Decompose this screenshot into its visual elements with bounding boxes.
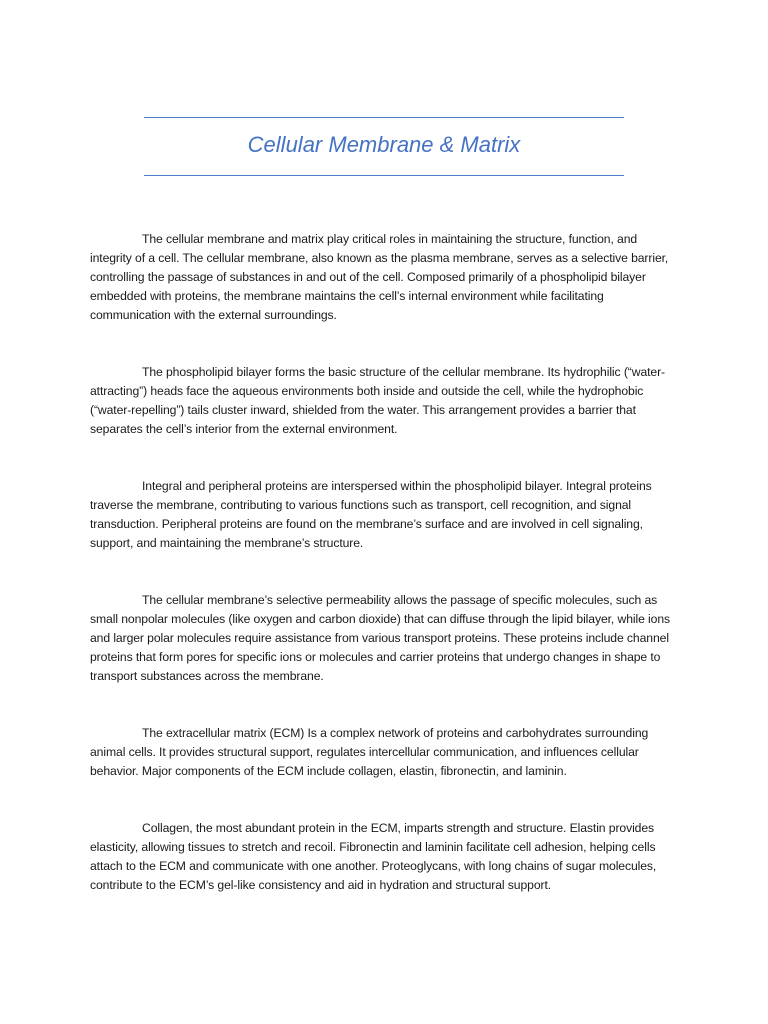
paragraph-selective-permeability: The cellular membrane’s selective permeability allows the passage of specific molecules, such as small nonpolar molecules (like oxygen and carbon dioxide) that can diffuse through the lipid bilayer, while ions and larger polar molecules require assistance from various transport proteins. These proteins include channel proteins that form pores for specific ions or molecules and carrier proteins that undergo changes in shape to transport substances across the membrane. <box>90 593 671 683</box>
paragraph-membrane-proteins: Integral and peripheral proteins are interspersed within the phospholipid bilayer. Integral proteins traverse the membrane, contributing to various functions such as transport, cell recognition, and signal transduction. Peripheral proteins are found on the membrane’s surface and are involved in cell signaling, support, and maintaining the membrane’s structure. <box>90 479 652 550</box>
paragraph-intro: The cellular membrane and matrix play critical roles in maintaining the structure, function, and integrity of a cell. The cellular membrane, also known as the plasma membrane, serves as a selective barrier, controlling the passage of substances in and out of the cell. Composed primarily of a phospholipid bilayer embedded with proteins, the membrane maintains the cell’s internal environment while facilitating communication with the external surroundings. <box>90 232 669 322</box>
paragraph-ecm-components: Collagen, the most abundant protein in the ECM, imparts strength and structure. Elastin provides elasticity, allowing tissues to stretch and recoil. Fibronectin and laminin facilitate cell adhesion, helping cells attach to the ECM and communicate with one another. Proteoglycans, with long chains of sugar molecules, contribute to the ECM’s gel-like consistency and aid in hydration and structural support. <box>90 821 657 892</box>
paragraph-phospholipid-bilayer: The phospholipid bilayer forms the basic structure of the cellular membrane. Its hydrophilic (“water-attracting”) heads face the aqueous environments both inside and outside the cell, while the hydrophobic (“water-repelling”) tails cluster inward, shielded from the water. This arrangement provides a barrier that separates the cell’s interior from the external environment. <box>90 365 665 436</box>
title-bottom-rule <box>144 175 624 176</box>
document-title: Cellular Membrane & Matrix <box>247 132 521 157</box>
document-body <box>90 230 680 933</box>
title-top-rule <box>144 117 624 118</box>
paragraph-extracellular-matrix: The extracellular matrix (ECM) Is a complex network of proteins and carbohydrates surrounding animal cells. It provides structural support, regulates intercellular communication, and influences cellular behavior. Major components of the ECM include collagen, elastin, fibronectin, and laminin. <box>90 726 649 778</box>
